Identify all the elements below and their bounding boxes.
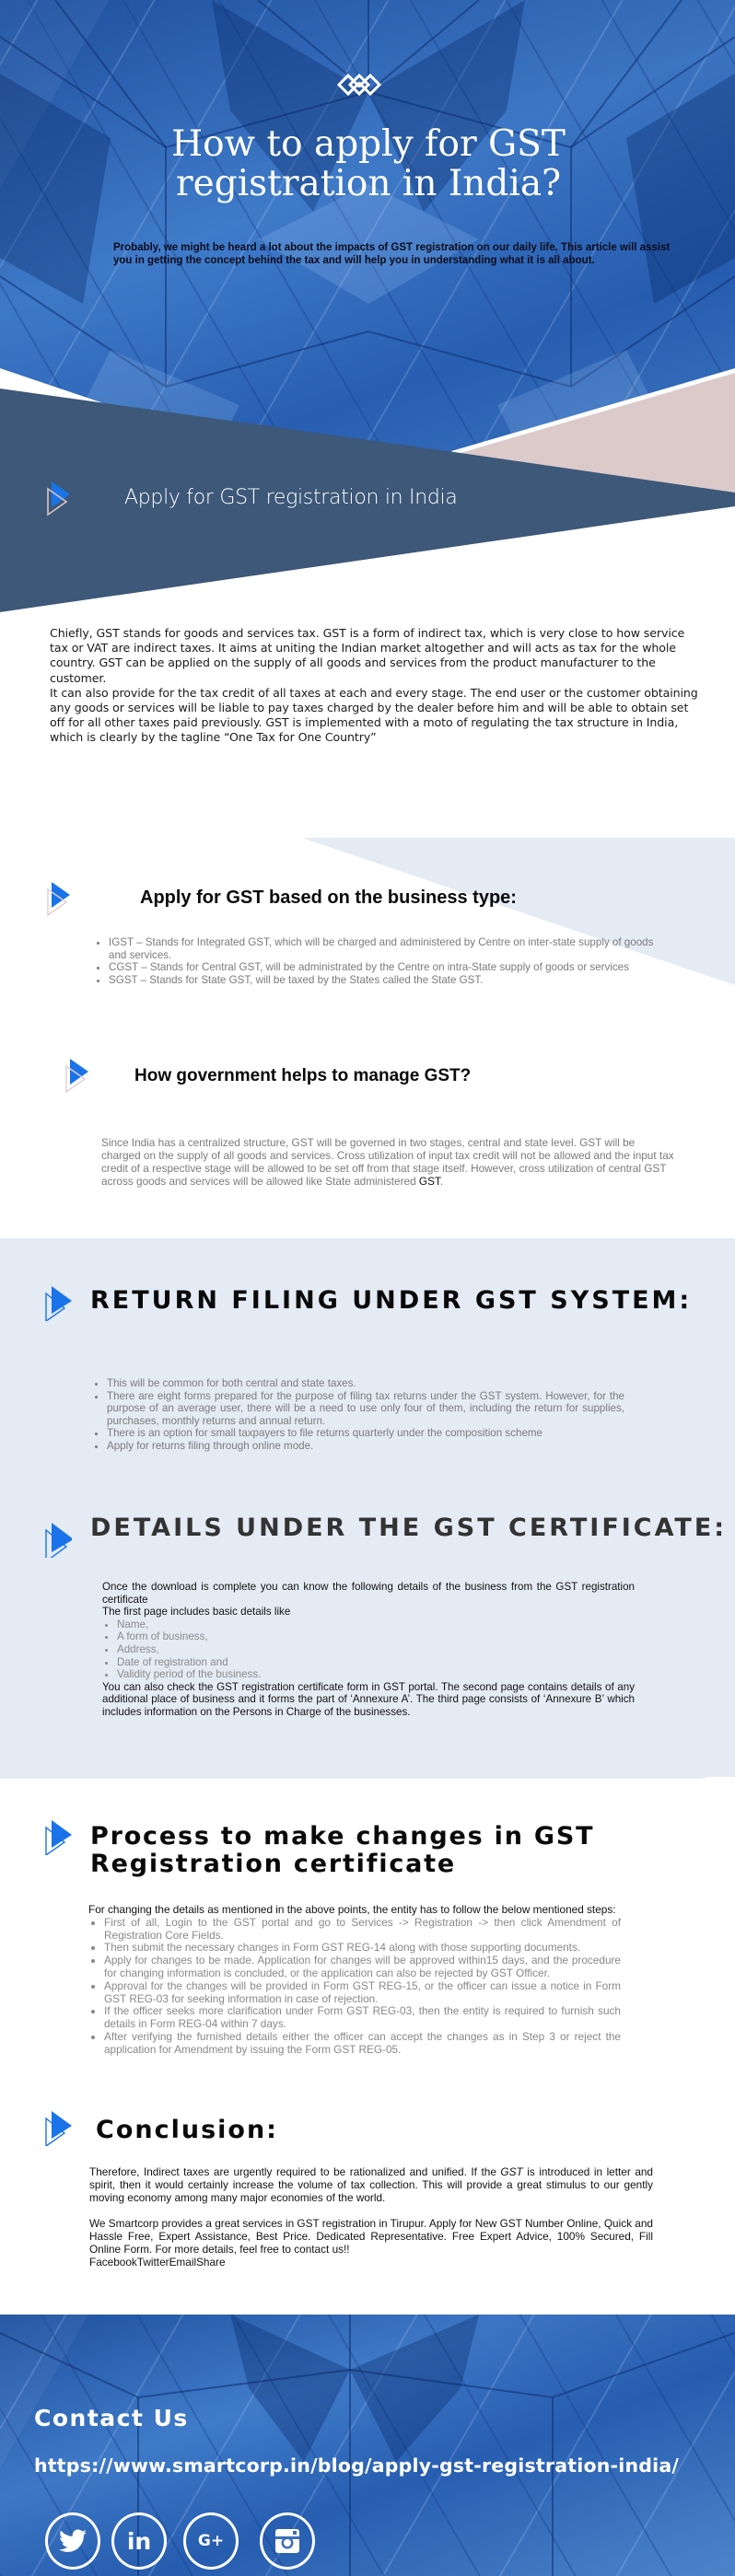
business-type-list bbox=[94, 936, 665, 986]
overview-paragraph-1: Chiefly, GST stands for goods and services tax. GST is a form of indirect tax, which is very close to how service tax or VAT are indirect taxes. It aims at uniting the Indian market altogether and will acts as tax for the whole country. GST can be applied on the supply of all goods and services from the product manufacturer to the customer. bbox=[50, 626, 685, 685]
section-title-return-filing: RETURN FILING UNDER GST SYSTEM: bbox=[90, 1286, 693, 1315]
hero-banner bbox=[0, 0, 735, 617]
list-item: • Validity period of the business. bbox=[117, 1668, 635, 1681]
section-arrow-icon bbox=[44, 2111, 72, 2146]
twitter-button[interactable] bbox=[45, 2512, 100, 2570]
certificate-details bbox=[102, 1581, 635, 1719]
linkedin-icon: in bbox=[126, 2527, 152, 2555]
certificate-details-list bbox=[117, 1619, 635, 1681]
changes-steps-list bbox=[104, 1917, 621, 2057]
contact-title: Contact Us bbox=[34, 2405, 189, 2431]
angled-band bbox=[0, 0, 735, 617]
list-item: • CGST – Stands for Central GST, will be administrated by the Centre on intra-State supply of goods or services bbox=[109, 961, 665, 974]
list-item: • If the officer seeks more clarification under Form GST REG-03, then the entity is required to furnish such details in Form REG-04 within 7 days. bbox=[104, 2005, 621, 2031]
list-item: • Name, bbox=[117, 1619, 635, 1631]
government-paragraph: Since India has a centralized structure, GST will be governed in two stages, central and state level. GST will be charged on the supply of all goods and services. Cross utilization of input tax credit will not be allowed and the input tax credit of a respective stage will be allowed to be set off from that stage itself. However, cross utilization of central GST across goods and services will be allowed like State administered GST. bbox=[101, 1136, 674, 1188]
share-twitter-link[interactable]: Twitter bbox=[136, 2256, 169, 2269]
certificate-first-page: The first page includes basic details like bbox=[102, 1606, 291, 1619]
share-link[interactable]: Share bbox=[196, 2256, 226, 2269]
conclusion-paragraph-2: We Smartcorp provides a great services in GST registration in Tirupur. Apply for New GST Number Online, Quick and Hassle Free, Expert Assistance, Best Price. Dedicated Representative. Free Expert Advice, 100% Secured, Fill Online Form. For more details, feel free to contact us!! bbox=[89, 2217, 653, 2256]
list-item: • Apply for changes to be made. Application for changes will be approved within15 days, and the procedure for changing information is concluded, or the application can also be rejected by GST Officer. bbox=[104, 1955, 621, 1980]
linkedin-button[interactable] bbox=[111, 2512, 167, 2570]
list-item: • A form of business, bbox=[117, 1630, 635, 1643]
conclusion-paragraph-1: Therefore, Indirect taxes are urgently required to be rationalized and unified. If the GST is introduced in letter and spirit, then it would certainly increase the volume of tax collection. This will provide a great stimulus to our gently moving economy among many major economies of the world. bbox=[89, 2165, 653, 2204]
list-item: • Date of registration and bbox=[117, 1656, 635, 1669]
list-item: • First of all, Login to the GST portal and go to Services -> Registration -> then click Amendment of Registration Core Fields. bbox=[104, 1917, 621, 1943]
list-item: • SGST – Stands for State GST, will be taxed by the States called the State GST. bbox=[109, 974, 665, 987]
section-title-certificate: DETAILS UNDER THE GST CERTIFICATE: bbox=[90, 1514, 728, 1542]
certificate-intro: Once the download is complete you can know the following details of the business from the GST registration certificate bbox=[102, 1581, 635, 1606]
footer bbox=[0, 2315, 735, 2576]
section-title-business-type: Apply for GST based on the business type: bbox=[140, 888, 517, 908]
overview-paragraph-2: It can also provide for the tax credit of all taxes at each and every stage. The end user or the customer obtaining any goods or services will be liable to pay taxes charged by the dealer before him and will be able to obtain set off for all other taxes paid previously. GST is implemented with a moto of regulating the tax structure in India, which is clearly by the tagline “One Tax for One Country” bbox=[50, 685, 698, 745]
google-plus-icon: G+ bbox=[197, 2532, 225, 2550]
share-links bbox=[89, 2256, 653, 2269]
section-arrow-icon bbox=[44, 1286, 72, 1321]
list-item: • IGST – Stands for Integrated GST, which will be charged and administered by Centre on inter-state supply of goods and services. bbox=[109, 936, 665, 961]
section-title-government: How government helps to manage GST? bbox=[134, 1066, 472, 1085]
footer-background-image bbox=[0, 2315, 735, 2576]
list-item: • After verifying the furnished details either the officer can accept the changes as in Step 3 or reject the application for Amendment by issuing the Form GST REG-05. bbox=[104, 2031, 621, 2057]
google-plus-button[interactable] bbox=[183, 2512, 239, 2570]
section-arrow-icon bbox=[44, 1820, 72, 1855]
instagram-button[interactable] bbox=[260, 2512, 315, 2570]
gst-overview bbox=[50, 626, 706, 746]
list-item: • There is an option for small taxpayers to file returns quarterly under the composition scheme bbox=[107, 1427, 624, 1440]
certificate-outro: You can also check the GST registration certificate form in GST portal. The second page contains details of any additional place of business and it forms the part of ‘Annexure A’. The third page consists of ‘Annexure B’ which includes information on the Persons in Charge of the businesses. bbox=[102, 1680, 635, 1718]
section-title-conclusion: Conclusion: bbox=[96, 2116, 278, 2144]
conclusion-content bbox=[89, 2165, 653, 2269]
list-item: • Address, bbox=[117, 1643, 635, 1656]
panel-edge bbox=[0, 1768, 735, 1782]
list-item: • Then submit the necessary changes in Form GST REG-14 along with those supporting documents. bbox=[104, 1942, 621, 1955]
section-title-changes: Process to make changes in GST Registration certificate bbox=[90, 1822, 595, 1878]
list-item: • This will be common for both central and state taxes. bbox=[107, 1377, 624, 1390]
section-arrow-icon bbox=[46, 882, 74, 917]
section-title-apply: Apply for GST registration in India bbox=[124, 486, 458, 509]
share-email-link[interactable]: Email bbox=[169, 2256, 197, 2269]
return-filing-list bbox=[92, 1377, 624, 1453]
section-arrow-icon bbox=[46, 482, 74, 516]
list-item: • Approval for the changes will be provided in Form GST REG-15, or the officer can issue a notice in Form GST REG-03 for seeking information in case of rejection. bbox=[104, 1980, 621, 2006]
changes-content bbox=[88, 1904, 621, 2057]
twitter-icon bbox=[59, 2529, 87, 2553]
intro-paragraph: Probably, we might be heard a lot about the impacts of GST registration on our daily life. This article will assist you in getting the concept behind the tax and will help you in understanding what it is all about. bbox=[113, 242, 671, 266]
gst-link[interactable]: GST bbox=[418, 1175, 440, 1188]
instagram-icon bbox=[274, 2527, 301, 2555]
share-facebook-link[interactable]: Facebook bbox=[89, 2256, 137, 2269]
section-arrow-icon bbox=[64, 1059, 92, 1094]
changes-intro: For changing the details as mentioned in the above points, the entity has to follow the below mentioned steps: bbox=[88, 1903, 616, 1916]
section-arrow-icon bbox=[44, 1523, 72, 1558]
contact-url-link[interactable]: https://www.smartcorp.in/blog/apply-gst-registration-india/ bbox=[34, 2454, 680, 2477]
page-title: How to apply for GST registration in India? bbox=[171, 123, 566, 204]
list-item: • There are eight forms prepared for the purpose of filing tax returns under the GST system. However, for the purpose of an average user, there will be a need to use only four of them, including the return for supplies, purchases, monthly returns and annual return. bbox=[107, 1390, 624, 1428]
list-item: • Apply for returns filing through online mode. bbox=[107, 1440, 624, 1453]
